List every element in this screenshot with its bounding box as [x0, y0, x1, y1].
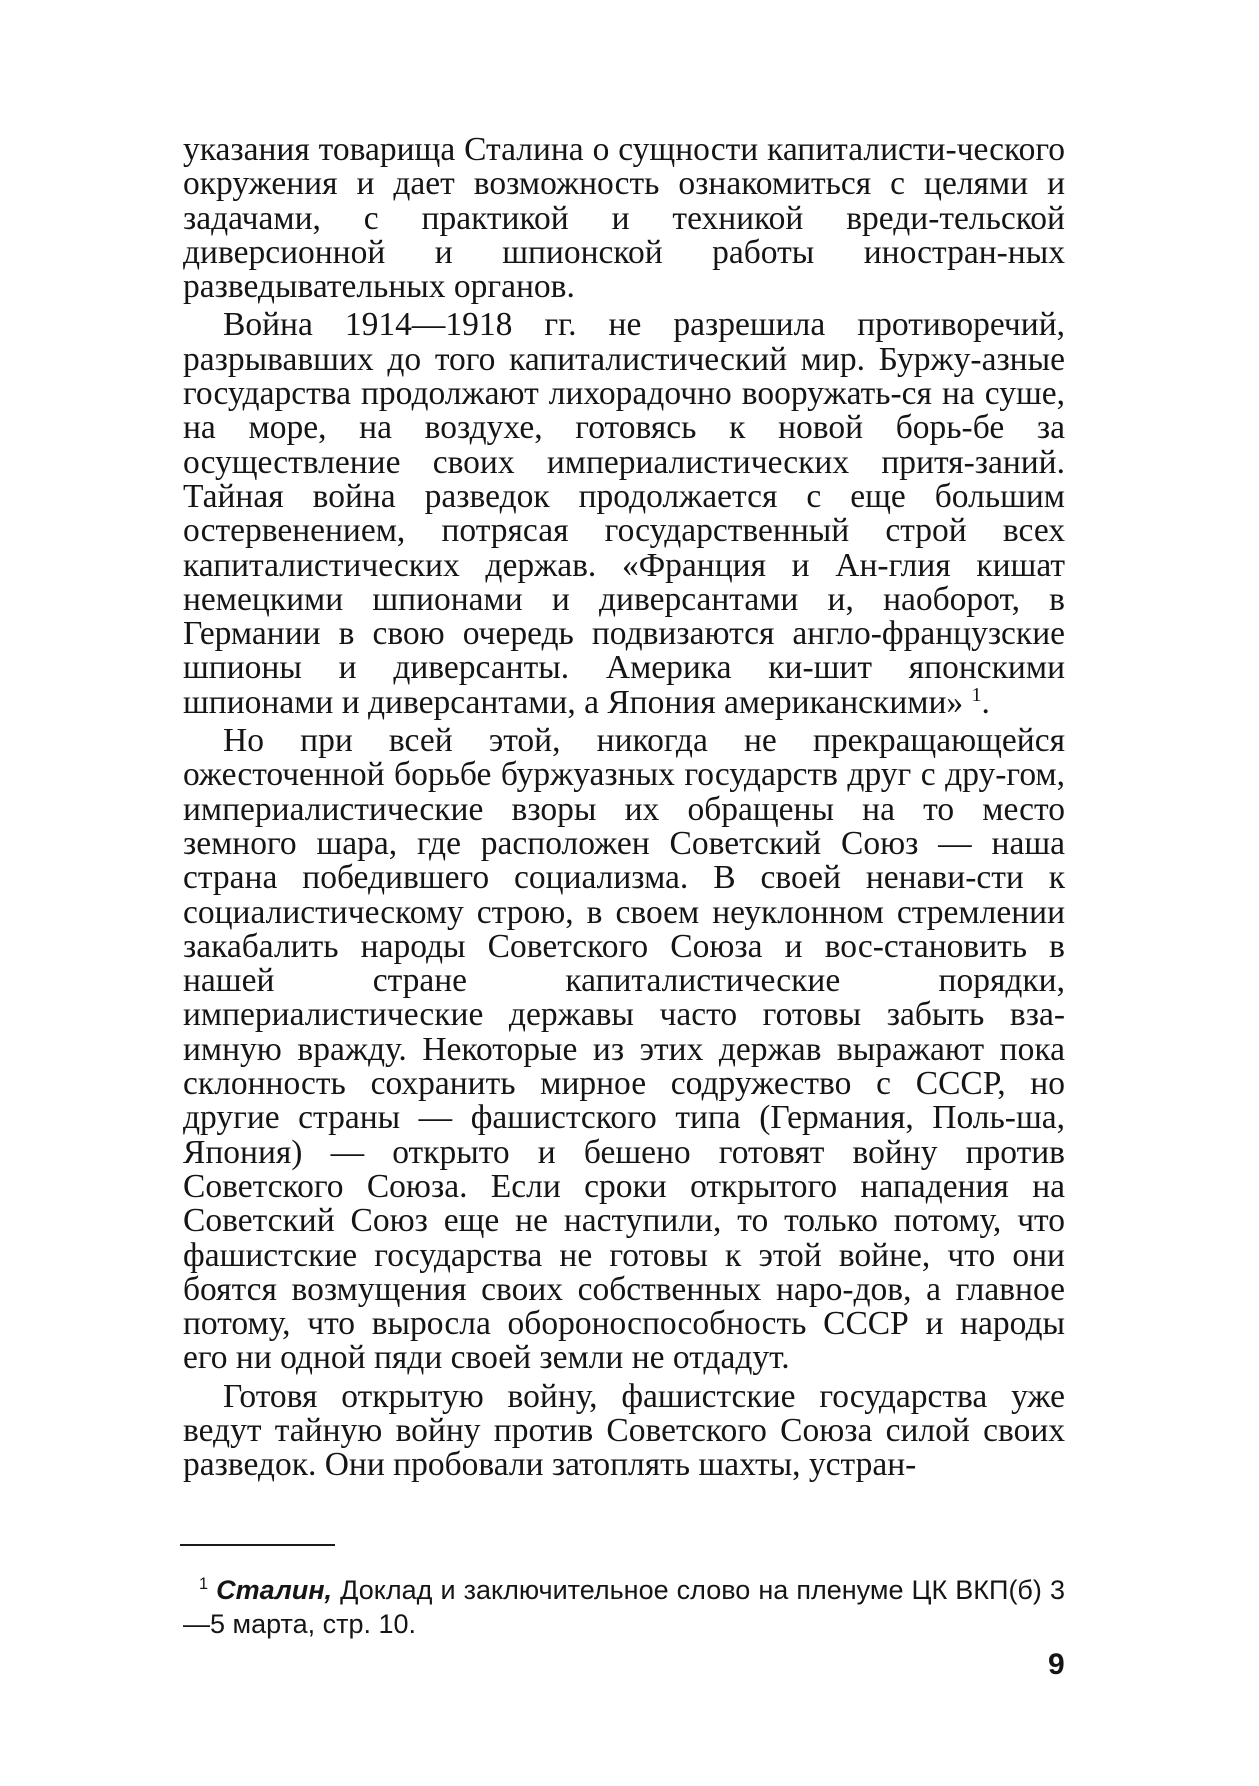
footnote-text: Доклад и заключительное слово на пленуме ЦК ВКП(б) 3—5 марта, стр. 10.	[183, 1575, 1065, 1639]
page-number: 9	[1048, 1648, 1065, 1681]
footnote	[183, 1573, 1065, 1641]
paragraph-2-text: Война 1914—1918 гг. не разрешила противоречий, разрывавших до того капиталистический мир. Буржу-азные государства продолжают лихорадочно вооружать-ся на суше, на море, на воздухе, готовясь к новой борь-бе за осуществление своих империалистических притя-заний. Тайная война разведок продолжается с еще большим остервенением, потрясая государственный строй всех капиталистических держав. «Франция и Ан-глия кишат немецкими шпионами и диверсантами и, наоборот, в Германии в свою очередь подвизаются англо-французские шпионы и диверсанты. Америка ки-шит японскими шпионами и диверсантами, а Япония американскими»	[183, 306, 1065, 721]
footnote-reference: 1	[971, 683, 982, 706]
paragraph-1: указания товарища Сталина о сущности капиталисти-ческого окружения и дает возможность ознакомиться с целями и задачами, с практикой и техникой вреди-тельской диверсионной и шпионской работы иностран-ных разведывательных органов.	[183, 131, 1065, 306]
footnote-author: Сталин,	[216, 1575, 333, 1605]
main-text	[183, 133, 1065, 1487]
paragraph-3: Но при всей этой, никогда не прекращающейся ожесточенной борьбе буржуазных государств друг с дру-гом, империалистические взоры их обращены на то место земного шара, где расположен Советский Союз — наша страна победившего социализма. В своей ненави-сти к социалистическому строю, в своем неуклонном стремлении закабалить народы Советского Союза и вос-становить в нашей стране капиталистические порядки, империалистические державы часто готовы забыть вза-имную вражду. Некоторые из этих держав выражают пока склонность сохранить мирное содружество с СССР, но другие страны — фашистского типа (Германия, Поль-ша, Япония) — открыто и бешено готовят войну против Советского Союза. Если сроки открытого нападения на Советский Союз еще не наступили, то только потому, что фашистские государства не готовы к этой войне, что они боятся возмущения своих собственных наро-дов, а главное потому, что выросла обороноспособность СССР и народы его ни одной пяди своей земли не отдадут.	[183, 722, 1065, 1377]
paragraph-4: Готовя открытую войну, фашистские государства уже ведут тайную войну против Советского Союза силой своих разведок. Они пробовали затоплять шахты, устран-	[183, 1377, 1065, 1484]
footnote-divider	[180, 1544, 335, 1546]
footnote-marker: 1	[199, 1575, 209, 1593]
paragraph-2: Война 1914—1918 гг. не разрешила противоречий, разрывавших до того капиталистический мир. Буржу-азные государства продолжают лихорадочно вооружать-ся на суше, на море, на воздухе, готовясь к новой борь-бе за осуществление своих империалистических притя-заний. Тайная война разведок продолжается с еще большим остервенением, потрясая государственный строй всех капиталистических держав. «Франция и Ан-глия кишат немецкими шпионами и диверсантами и, наоборот, в Германии в свою очередь подвизаются англо-французские шпионы и диверсанты. Америка ки-шит японскими шпионами и диверсантами, а Япония американскими» $^1$.	[183, 306, 1065, 721]
